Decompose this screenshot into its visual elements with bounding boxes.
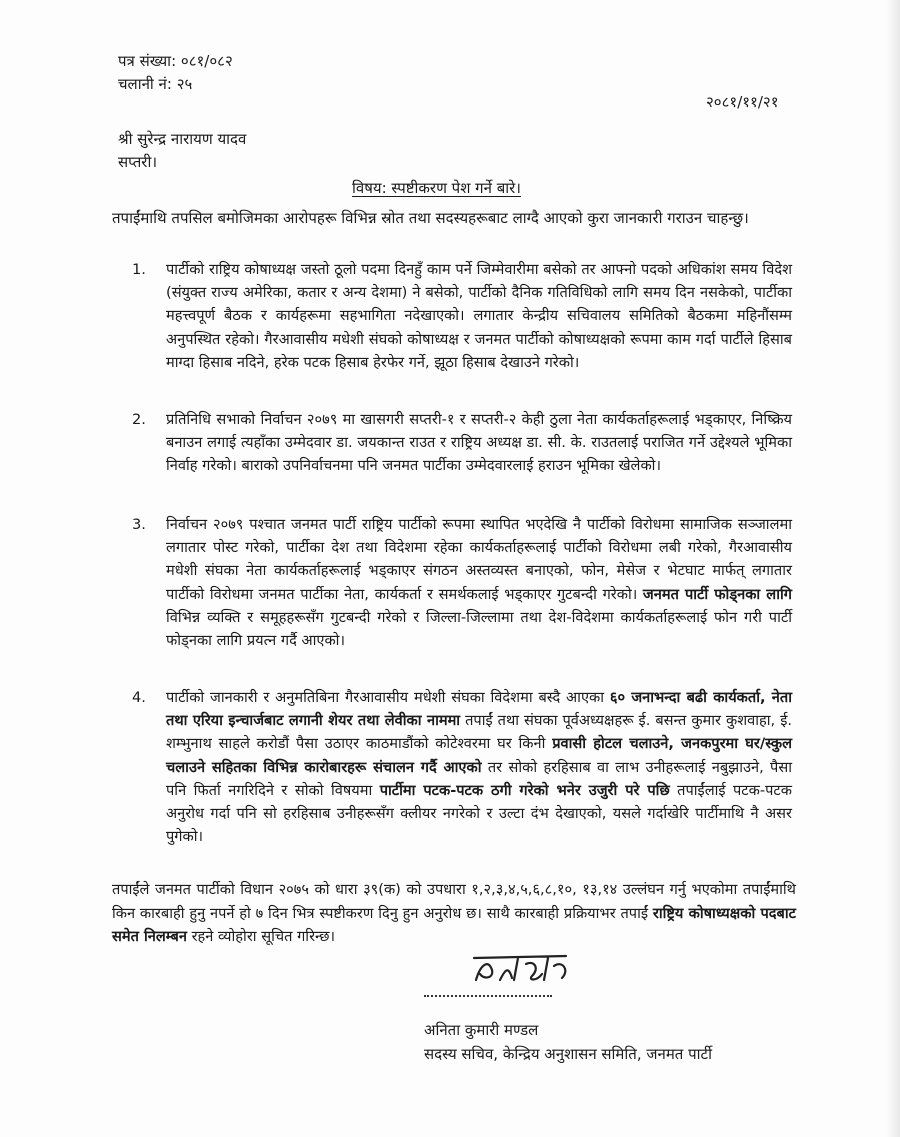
signature-dotted-line [424, 995, 552, 997]
closing-text-part: तपाईंले जनमत पार्टीको विधान २०७५ को धारा ३९(क) को उपधारा १,२,३,४,५,६,८,१०, १३,१४ उल्लंघन गर्नु भएकोमा तपाईंमाथि किन कारबाही हुनु नपर्ने हो ७ दिन भित्र स्पष्टीकरण दिनु हुन अनुरोध छ। साथै कारबाही प्रक्रियाभर तपाईं [112, 881, 796, 922]
item-text-bold: पार्टीमा पटक-पटक ठगी गरेको भनेर उजुरी परे पछि [379, 781, 670, 799]
signer-block [424, 1018, 712, 1066]
item-text-part: तर सोको हरहिसाब वा लाभ उनीहरूलाई नबुझाउने, पैसा पनि फिर्ता नगरिदिने र सोको विषयमा [166, 758, 792, 799]
letter-date: २०८१/११/२१ [706, 93, 779, 111]
recipient-place: सप्तरी। [118, 153, 158, 171]
reference-block [118, 50, 233, 96]
item-text-bold: जनमत पार्टी फोड्नका लागि [642, 585, 792, 603]
item-text [166, 686, 792, 848]
signer-title: सदस्य सचिव, केन्द्रिय अनुशासन समिति, जनमत पार्टी [424, 1045, 712, 1063]
allegation-item-1 [132, 258, 792, 374]
signer-name: अनिता कुमारी मण्डल [424, 1021, 539, 1039]
item-text-part: पार्टीको जानकारी र अनुमतिबिना गैरआवासीय मधेशी संघका विदेशमा बस्दै आएका [166, 689, 610, 706]
item-text: प्रतिनिधि सभाको निर्वाचन २०७९ मा खासगरी सप्तरी-१ र सप्तरी-२ केही ठुला नेता कार्यकर्ताहरूलाई भड्काएर, निष्क्रिय बनाउन लगाई त्यहाँका उम्मेदवार डा. जयकान्त राउत र राष्ट्रिय अध्यक्ष डा. सी. के. राउतलाई पराजित गर्ने उद्देश्यले भूमिका निर्वाह गरेको। बाराको उपनिर्वाचनमा पनि जनमत पार्टीका उम्मेदवारलाई हराउन भूमिका खेलेको। [166, 411, 792, 475]
addressee-block [118, 128, 246, 174]
allegation-item-3 [132, 513, 792, 652]
intro-paragraph: तपाईंमाथि तपसिल बमोजिमका आरोपहरू विभिन्न स्रोत तथा सदस्यहरूबाट लाग्दै आएको कुरा जानकारी गराउन चाहन्छु। [112, 209, 749, 227]
closing-text-bold: राष्ट्रिय कोषाध्यक्षको पदबाट समेत निलम्बन [112, 904, 796, 945]
item-text: पार्टीको राष्ट्रिय कोषाध्यक्ष जस्तो ठूलो पदमा दिनहुँ काम पर्ने जिम्मेवारीमा बसेको तर आफ्नो पदको अधिकांश समय विदेश (संयुक्त राज्य अमेरिका, कतार र अन्य देशमा) ने बसेको, पार्टीको दैनिक गतिविधिको लागि समय दिन नसकेको, पार्टीका महत्त्वपूर्ण बैठक र कार्यहरूमा सहभागिता नदेखाएको। लगातार केन्द्रीय सचिवालय समितिको बैठकमा महिनौंसम्म अनुपस्थित रहेको। गैरआवासीय मधेशी संघको कोषाध्यक्ष र जनमत पार्टीको कोषाध्यक्षको रूपमा काम गर्दा पार्टीले हिसाब माग्दा हिसाब नदिने, हरेक पटक हिसाब हेरफेर गर्ने, झूठा हिसाब देखाउने गरेको। [166, 261, 792, 371]
item-text-part: तपाईं तथा संघका पूर्वअध्यक्षहरू ई. बसन्त कुमार कुशवाहा, ई. शम्भुनाथ साहले करोडौं पैसा उठाएर काठमाडौंको कोटेश्वरमा घर किनी [166, 712, 792, 753]
item-text-part: विभिन्न व्यक्ति र समूहहरूसँग गुटबन्दी गरेको र जिल्ला-जिल्लामा तथा देश-विदेशमा कार्यकर्ताहरूलाई फोन गरी पार्टी फोड्नका लागि प्रयत्न गर्दै आएको। [166, 608, 792, 650]
allegation-item-4 [132, 686, 792, 848]
item-text-part: तपाईंलाई पटक-पटक अनुरोध गर्दा पनि सो हरहिसाब उनीहरूसँग क्लीयर नगरेको र उल्टा दंभ देखाएको, यसले गर्दाखेरि पार्टीमाथि नै असर पुगेको। [166, 781, 792, 846]
allegation-item-2 [132, 408, 792, 478]
closing-paragraph [112, 878, 796, 949]
item-number: 4. [132, 689, 146, 706]
item-text-bold: ६० जनाभन्दा बढी कार्यकर्ता, नेता तथा एरिया इन्चार्जबाट लगानी शेयर तथा लेवीका नाममा [166, 689, 792, 730]
item-number: 3. [132, 516, 146, 533]
item-number: 1. [132, 261, 146, 278]
recipient-name: श्री सुरेन्द्र नारायण यादव [118, 130, 247, 148]
letter-reference-number: पत्र संख्या: ०८१/०८२ [118, 52, 233, 70]
handwritten-signature [470, 950, 580, 988]
item-number: 2. [132, 411, 146, 428]
page-edge-shadow [886, 0, 900, 1137]
item-text-bold: प्रवासी होटल चलाउने, जनकपुरमा घर/स्कुल चलाउने सहितका विभिन्न कारोबारहरू संचालन गर्दै आएको [166, 735, 792, 776]
item-text-part: निर्वाचन २०७९ पश्चात जनमत पार्टी राष्ट्रिय पार्टीको रूपमा स्थापित भएदेखि नै पार्टीको विरोधमा सामाजिक सञ्जालमा लगातार पोस्ट गरेको, पार्टीका देश तथा विदेशमा रहेका कार्यकर्ताहरूलाई पार्टीको विरोधमा लबी गरेको, गैरआवासीय मधेशी संघका नेता कार्यकर्ताहरूलाई भड्काएर संगठन अस्तव्यस्त बनाएको, फोन, मेसेज र भेटघाट मार्फत् लगातार पार्टीको विरोधमा जनमत पार्टीका नेता, कार्यकर्ता र समर्थकलाई भड्काएर गुटबन्दी गरेको। [166, 516, 792, 603]
letter-subject: विषय: स्पष्टीकरण पेश गर्ने बारे। [352, 179, 521, 197]
item-text [166, 513, 792, 652]
dispatch-number: चलानी नं: २५ [118, 75, 193, 93]
closing-text-part: रहने व्योहोरा सूचित गरिन्छ। [186, 928, 335, 945]
